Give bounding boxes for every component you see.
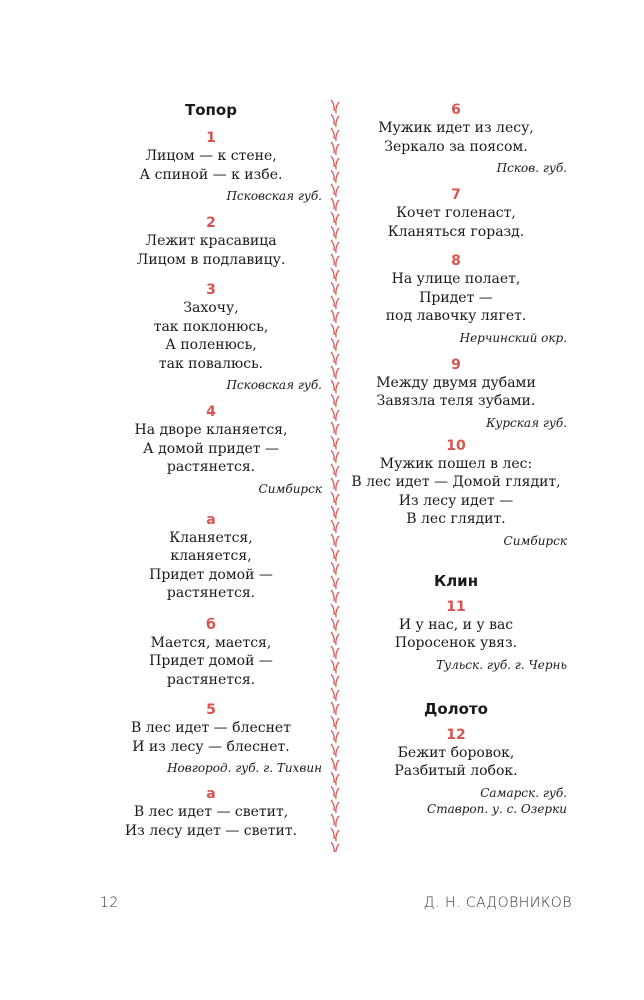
divider-stroke-left <box>331 422 334 433</box>
riddle-number: 8 <box>451 253 461 269</box>
riddle <box>345 187 567 241</box>
divider-stroke-right <box>336 606 339 617</box>
divider-stroke-left <box>331 226 334 237</box>
riddle-line: И из лесу — блеснет. <box>132 738 290 755</box>
divider-stroke-right <box>336 550 339 561</box>
riddle-line: так поклонюсь, <box>153 318 269 335</box>
divider-stroke-right <box>336 690 339 701</box>
divider-stroke-left <box>331 506 334 517</box>
divider-stroke-left <box>331 716 334 727</box>
divider-stroke-right <box>336 494 339 505</box>
riddle-line: Бежит боровок, <box>397 744 515 761</box>
riddle-line: Из лесу идет — <box>398 492 514 509</box>
riddle-source: Симбирск <box>503 533 567 548</box>
divider-stroke-right <box>336 564 339 575</box>
divider-stroke-left <box>331 800 334 811</box>
divider-stroke-right <box>336 228 339 239</box>
divider-stroke-right <box>336 760 339 771</box>
divider-stroke-right <box>336 522 339 533</box>
riddle-line: Кочет голенаст, <box>396 205 516 221</box>
divider-stroke-left <box>331 310 334 321</box>
divider-stroke-left <box>331 772 334 783</box>
divider-stroke-left <box>331 352 334 363</box>
riddle-source: Самарск. губ. <box>480 785 567 800</box>
riddle-line: В лес идет — светит, <box>133 804 289 820</box>
divider-stroke-left <box>331 394 334 405</box>
divider-stroke-left <box>331 282 334 293</box>
riddle-line: Придет — <box>419 289 493 306</box>
divider-stroke-right <box>336 718 339 729</box>
riddle <box>100 404 322 497</box>
riddle-line: В лес идет — блеснет <box>131 720 291 736</box>
riddle-number: 2 <box>206 215 216 231</box>
divider-stroke-right <box>336 242 339 253</box>
riddle-source: Новгород. губ. г. Тихвин <box>167 761 322 775</box>
riddle-number: 10 <box>446 437 466 454</box>
divider-stroke-left <box>331 576 334 587</box>
riddle-line: А спиной — к избе. <box>139 166 283 183</box>
divider-stroke-right <box>336 452 339 463</box>
riddle-number: 4 <box>206 404 216 420</box>
divider-stroke-right <box>336 312 339 323</box>
divider-stroke-right <box>336 396 339 407</box>
riddle-number: 12 <box>446 726 466 743</box>
divider-stroke-right <box>336 256 339 267</box>
right-column <box>345 100 567 817</box>
divider-stroke-right <box>336 130 339 141</box>
divider-stroke-right <box>336 102 339 113</box>
divider-stroke-right <box>336 354 339 365</box>
divider-stroke-right <box>336 578 339 589</box>
divider-stroke-left <box>331 380 334 391</box>
divider-stroke-left <box>331 324 334 335</box>
riddle-line: Лежит красавица <box>145 233 277 249</box>
riddle-line: Разбитый лобок. <box>394 763 518 779</box>
riddle <box>345 599 567 673</box>
riddle <box>345 727 567 817</box>
divider-stroke-right <box>336 368 339 379</box>
divider-stroke-left <box>331 660 334 671</box>
riddle <box>100 786 322 840</box>
riddle-number: 6 <box>451 102 461 118</box>
divider-stroke-left <box>331 142 334 153</box>
riddle <box>345 438 567 549</box>
divider-stroke-left <box>331 730 334 741</box>
divider-stroke-left <box>331 828 334 839</box>
riddle-source: Тульск. губ. г. Чернь <box>436 657 567 672</box>
divider-stroke-right <box>336 704 339 715</box>
divider-stroke-left <box>331 674 334 685</box>
riddle-line: Придет домой — <box>149 566 273 583</box>
riddle <box>100 215 322 269</box>
riddle-number: а <box>206 511 216 528</box>
riddle-number: 9 <box>451 356 461 373</box>
divider-stroke-left <box>331 688 334 699</box>
riddle-line: А поленюсь, <box>165 337 257 353</box>
divider-stroke-right <box>336 830 339 841</box>
divider-stroke-right <box>336 662 339 673</box>
divider-stroke-right <box>336 424 339 435</box>
riddle-number: 1 <box>206 130 216 146</box>
divider-stroke-left <box>331 758 334 769</box>
divider-stroke-right <box>336 438 339 449</box>
divider-stroke-right <box>336 158 339 169</box>
riddle-line: На дворе кланяется, <box>134 422 288 438</box>
riddle-line: растянется. <box>166 459 256 475</box>
divider-stroke-left <box>331 114 334 125</box>
divider-stroke-left <box>331 268 334 279</box>
riddle-source: Нерчинский окр. <box>459 330 567 345</box>
divider-stroke-left <box>331 212 334 223</box>
decorative-divider <box>328 100 342 852</box>
riddle <box>100 282 322 393</box>
divider-stroke-left <box>331 156 334 167</box>
riddle-source: Симбирск <box>258 481 322 496</box>
riddle-line: На улице полает, <box>391 271 521 287</box>
divider-stroke-left <box>331 128 334 139</box>
riddle <box>100 130 322 204</box>
divider-stroke-left <box>331 170 334 181</box>
riddle-line: Лицом — к стене, <box>145 148 277 164</box>
divider-stroke-left <box>331 492 334 503</box>
divider-stroke-right <box>336 676 339 687</box>
divider-stroke-left <box>331 408 334 419</box>
riddle-number: 7 <box>451 187 461 203</box>
riddle <box>345 357 567 431</box>
page-number: 12 <box>100 895 119 911</box>
riddle-line: Кланяется, <box>169 529 253 546</box>
divider-stroke-right <box>336 536 339 547</box>
divider-stroke-right <box>336 172 339 183</box>
riddle-line: так повалюсь. <box>158 355 264 372</box>
divider-stroke-left <box>331 436 334 447</box>
divider-stroke-right <box>336 788 339 799</box>
riddle-line: Завязла теля зубами. <box>376 393 536 409</box>
divider-stroke-left <box>331 338 334 349</box>
divider-stroke-right <box>336 326 339 337</box>
divider-stroke-right <box>336 634 339 645</box>
divider-stroke-left <box>331 702 334 713</box>
riddle-line: Поросенок увяз. <box>394 635 518 651</box>
divider-stroke-left <box>331 534 334 545</box>
divider-stroke-left <box>331 464 334 475</box>
divider-stroke-left <box>331 240 334 251</box>
riddle-line: Придет домой — <box>149 653 273 669</box>
divider-stroke-right <box>336 284 339 295</box>
riddle <box>100 702 322 776</box>
divider-stroke-left <box>331 366 334 377</box>
riddle-line: растянется. <box>166 585 256 601</box>
riddle-line: А домой придет — <box>143 440 279 457</box>
riddle-line: В лес глядит. <box>406 511 506 527</box>
divider-stroke-right <box>336 620 339 631</box>
riddle-line: Зеркало за поясом. <box>384 138 528 155</box>
riddle-line: И у нас, и у вас <box>398 616 514 633</box>
divider-stroke-left <box>331 786 334 797</box>
divider-stroke-right <box>336 592 339 603</box>
riddle <box>345 253 567 346</box>
divider-stroke-right <box>336 270 339 281</box>
riddle-number: б <box>206 616 216 633</box>
riddle-line: Лицом в подлавицу. <box>136 251 286 268</box>
riddle-source: Курская губ. <box>486 415 567 430</box>
riddle-source: Псковская губ. <box>226 378 322 392</box>
divider-stroke-left <box>331 548 334 559</box>
divider-stroke-right <box>336 508 339 519</box>
riddle-source: Ставроп. у. с. Озерки <box>427 801 567 816</box>
divider-stroke-right <box>336 816 339 827</box>
divider-stroke-right <box>336 186 339 197</box>
divider-stroke-right <box>336 116 339 127</box>
riddle-line: растянется. <box>166 671 256 688</box>
divider-stroke-right <box>336 480 339 491</box>
divider-stroke-right <box>336 214 339 225</box>
divider-stroke-right <box>336 732 339 743</box>
riddle-number: 11 <box>446 598 466 615</box>
section-heading-topor: Топор <box>185 101 237 119</box>
divider-stroke-right <box>336 144 339 155</box>
section-heading-doloto: Долото <box>424 699 488 718</box>
divider-stroke-left <box>331 562 334 573</box>
section-heading-klin: Клин <box>433 571 479 590</box>
divider-stroke-right <box>336 746 339 757</box>
riddle-line: Кланяться горазд. <box>387 223 525 240</box>
riddle-line: кланяется, <box>170 548 252 564</box>
divider-stroke-left <box>331 618 334 629</box>
divider-stroke-left <box>331 590 334 601</box>
left-column <box>100 100 322 840</box>
riddle-line: Мужик пошел в лес: <box>379 455 533 472</box>
divider-stroke-left <box>331 198 334 209</box>
riddle-line: под лавочку лягет. <box>385 308 527 324</box>
divider-stroke-left <box>331 744 334 755</box>
divider-stroke-left <box>331 632 334 643</box>
divider-stroke-left <box>331 296 334 307</box>
divider-stroke-right <box>336 844 339 852</box>
divider-stroke-left <box>331 254 334 265</box>
divider-stroke-right <box>336 774 339 785</box>
riddle-number: а <box>206 786 216 802</box>
riddle-source: Псковская губ. <box>226 189 322 203</box>
divider-stroke-left <box>331 520 334 531</box>
riddle-number: 5 <box>206 702 216 718</box>
divider-stroke-right <box>336 466 339 477</box>
divider-stroke-left <box>331 814 334 825</box>
divider-stroke-left <box>331 604 334 615</box>
divider-stroke-right <box>336 802 339 813</box>
riddle-line: Захочу, <box>183 300 239 316</box>
riddle <box>345 102 567 176</box>
divider-stroke-right <box>336 340 339 351</box>
divider-stroke-left <box>331 478 334 489</box>
divider-stroke-left <box>331 100 334 111</box>
divider-stroke-left <box>331 842 334 852</box>
riddle-line: Мужик идет из лесу, <box>378 120 534 136</box>
divider-stroke-right <box>336 648 339 659</box>
riddle-line: Между двумя дубами <box>376 374 536 391</box>
divider-stroke-right <box>336 382 339 393</box>
divider-stroke-right <box>336 410 339 421</box>
riddle-line: Мается, мается, <box>150 634 272 651</box>
running-footer-author: Д. Н. САДОВНИКОВ <box>423 895 572 911</box>
divider-stroke-left <box>331 450 334 461</box>
divider-stroke-right <box>336 298 339 309</box>
divider-stroke-right <box>336 200 339 211</box>
riddle <box>100 617 322 690</box>
divider-stroke-left <box>331 184 334 195</box>
divider-stroke-left <box>331 646 334 657</box>
riddle-source: Псков. губ. <box>496 161 567 175</box>
riddle-line: Из лесу идет — светит. <box>124 822 298 839</box>
riddle-line: В лес идет — Домой глядит, <box>351 474 561 490</box>
riddle <box>100 512 322 603</box>
riddle-number: 3 <box>206 282 216 298</box>
